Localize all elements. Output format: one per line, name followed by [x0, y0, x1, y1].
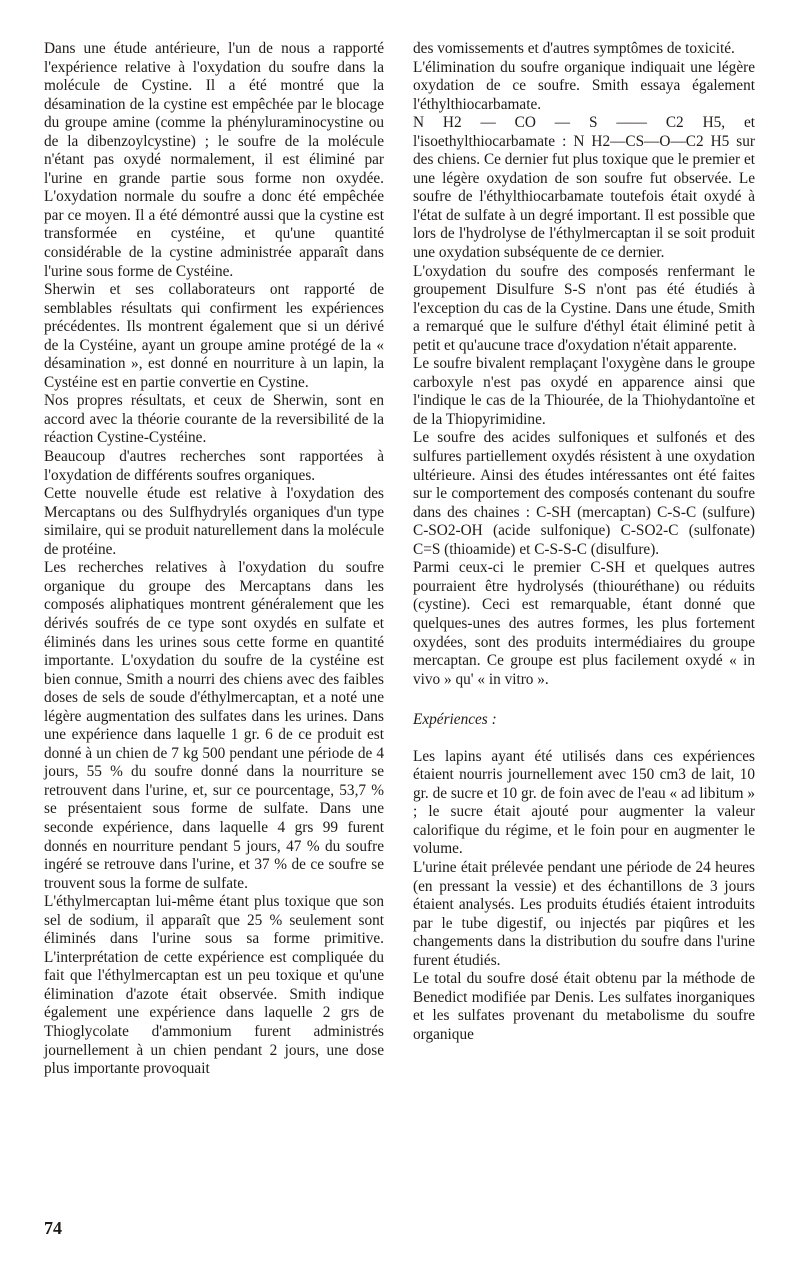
paragraph: Beaucoup d'autres recherches sont rapportées à l'oxydation de différents soufres organiques. [44, 448, 384, 484]
paragraph: Les recherches relatives à l'oxydation du soufre organique du groupe des Mercaptans dans les composés aliphatiques montrent généralement que les dérivés soufrés de ce type sont oxydés en sulfate et éliminés dans les urines sous cette forme en quantité importante. L'oxydation du soufre de la cystéine est bien connue, Smith a nourri des chiens avec des faibles doses de sels de soude d'éthylmercaptan, et a noté une légère augmentation des sulfates dans les urines. Dans une expérience dans laquelle 1 gr. 6 de ce produit est donné à un chien de 7 kg 500 pendant une période de 4 jours, 55 % du soufre donné dans la nourriture se retrouvent dans l'urine, et, sur ce pourcentage, 53,7 % se présentaient sous forme de sulfate. Dans une seconde expérience, dans laquelle 4 grs 99 furent donnés en nourriture pendant 5 jours, 47 % du soufre ingéré se retrouve dans l'urine, et 37 % de ce soufre se trouvent sous la forme de sulfate. [44, 559, 384, 892]
paragraph: L'élimination du soufre organique indiquait une légère oxydation de ce soufre. Smith essaya également l'éthylthiocarbamate. [413, 58, 755, 113]
paragraph: Les lapins ayant été utilisés dans ces expériences étaient nourris journellement avec 150 cm3 de lait, 10 gr. de sucre et 10 gr. de foin avec de l'eau « ad libitum » ; le sucre était ajouté pour augmenter la valeur calorifique du régime, et le foin pour en augmenter le volume. [413, 747, 755, 858]
paragraph: Le soufre bivalent remplaçant l'oxygène dans le groupe carboxyle n'est pas oxydé en apparence ainsi que l'indique le cas de la Thiourée, de la Thiohydantoïne et de la Thiopyrimidine. [413, 355, 755, 428]
paragraph: N H2 — CO — S —— C2 H5, et l'isoethylthiocarbamate : N H2—CS—O—C2 H5 sur des chiens. Ce dernier fut plus toxique que le premier et une légère oxydation de son soufre fut observée. Le soufre de l'éthylthiocarbamate toutefois était oxydé à l'état de sulfate à un degré important. Il est possible que lors de l'hydrolyse de l'éthylmercaptan il se soit produit une oxydation subséquente de ce dernier. [413, 114, 755, 262]
left-column [44, 40, 384, 1079]
paragraph: L'éthylmercaptan lui-même étant plus toxique que son sel de sodium, il apparaît que 25 % seulement sont éliminés dans l'urine sous sa forme primitive. L'interprétation de cette expérience est compliquée du fait que l'éthylmercaptan est un peu toxique et qu'une élimination d'azote était observée. Smith indique également une expérience dans laquelle 2 grs de Thioglycolate d'ammonium furent administrés journellement à un chien pendant 2 jours, une dose plus importante provoquait [44, 893, 384, 1078]
paragraph: Sherwin et ses collaborateurs ont rapporté de semblables résultats qui confirment les expériences précédentes. Ils montrent également que si un dérivé de la Cystéine, ayant un groupe amine protégé de la « désamination », est donné en nourriture à un lapin, la Cystéine est en partie convertie en Cystine. [44, 281, 384, 391]
paragraph: Cette nouvelle étude est relative à l'oxydation des Mercaptans ou des Sulfhydrylés organiques d'un type similaire, qui se produit naturellement dans la molécule de protéine. [44, 485, 384, 558]
paragraph: Dans une étude antérieure, l'un de nous a rapporté l'expérience relative à l'oxydation du soufre dans la molécule de Cystine. Il a été montré que la désamination de la cystine est empêchée par le blocage du groupe amine (comme la phényluraminocystine ou de la dibenzoylcystine) ; le soufre de la molécule n'étant pas oxydé normalement, il est éliminé par l'urine en grande partie sous forme non oxydée. L'oxydation normale du soufre a donc été empêchée par ce moyen. Il a été démontré aussi que la cystine est transformée en cystéine, et qu'une quantité considérable de la cystine administrée apparaît dans l'urine sous forme de Cystéine. [44, 40, 384, 280]
paragraph: Le soufre des acides sulfoniques et sulfonés et des sulfures partiellement oxydés résistent à une oxydation ultérieure. Ainsi des études intéressantes ont été faites sur le comportement des composés contenant du soufre dans des chaines : C-SH (mercaptan) C-S-C (sulfure) C-SO2-OH (acide sulfonique) C-SO2-C (sulfonate) C=S (thioamide) et C-S-S-C (disulfure). [413, 429, 755, 558]
paragraph: Nos propres résultats, et ceux de Sherwin, sont en accord avec la théorie courante de la reversibilité de la réaction Cystine-Cystéine. [44, 392, 384, 447]
page-number: 74 [44, 1218, 62, 1238]
section-heading: Expériences : [413, 711, 497, 729]
paragraph: Le total du soufre dosé était obtenu par la méthode de Benedict modifiée par Denis. Les sulfates inorganiques et les sulfates provenant du metabolisme du soufre organique [413, 970, 755, 1043]
paragraph: L'urine était prélevée pendant une période de 24 heures (en pressant la vessie) et des échantillons de 3 jours étaient analysés. Les produits étudiés étaient introduits par le tube digestif, ou injectés par piqûres et les changements dans la distribution du soufre dans l'urine furent étudiés. [413, 858, 755, 969]
paragraph: des vomissements et d'autres symptômes de toxicité. [413, 40, 735, 57]
paragraph: L'oxydation du soufre des composés renfermant le groupement Disulfure S-S n'ont pas été étudiés à l'exception du cas de la Cystine. Dans une étude, Smith a remarqué que le sulfure d'éthyl était éliminé petit à petit et qu'aucune trace d'oxydation n'était apparente. [413, 262, 755, 354]
paragraph: Parmi ceux-ci le premier C-SH et quelques autres pourraient être hydrolysés (thiouréthane) ou réduits (cystine). Ceci est remarquable, étant donné que quelques-unes des autres formes, les plus fortement oxydées, sont des produits intermédiaires du groupe mercaptan. Ce groupe est plus facilement oxydé « in vivo » qu' « in vitro ». [413, 559, 755, 688]
right-column [413, 40, 755, 1044]
